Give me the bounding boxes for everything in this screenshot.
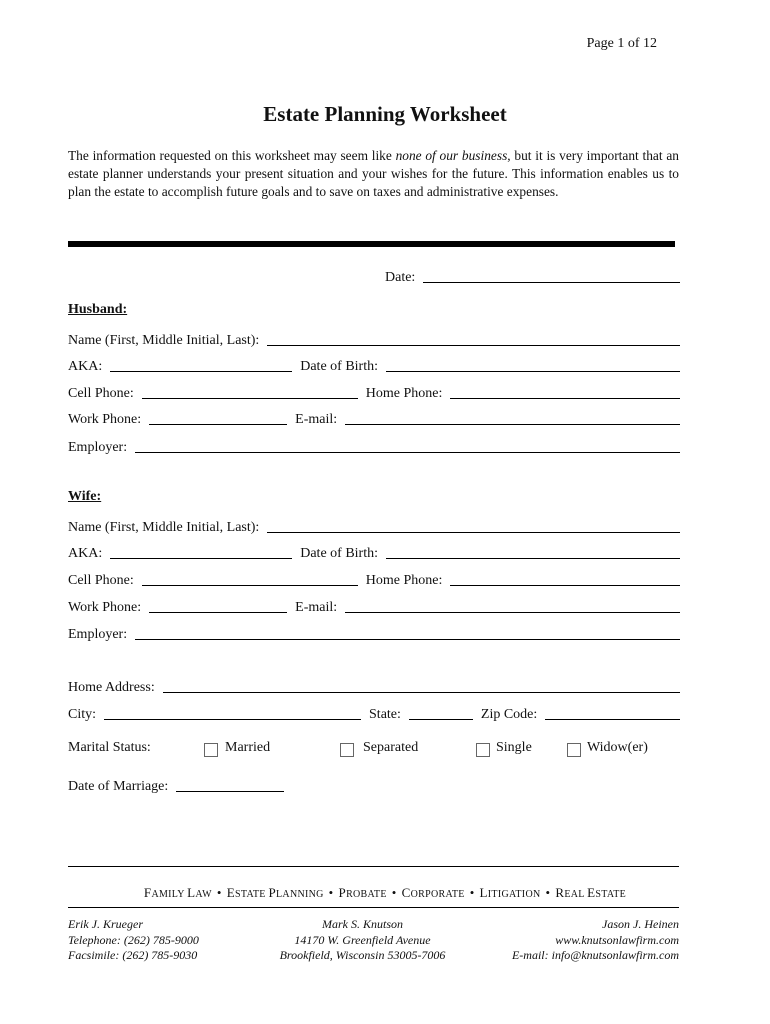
state-field[interactable] xyxy=(409,719,473,720)
practice-area-item: REAL ESTATE xyxy=(555,885,627,900)
husband-dob-field[interactable] xyxy=(386,371,680,372)
contact-left xyxy=(68,917,199,964)
separator-bullet: • xyxy=(469,885,475,900)
city-field[interactable] xyxy=(104,719,361,720)
street-address: 14170 W. Greenfield Avenue xyxy=(294,932,431,947)
husband-cell-field[interactable] xyxy=(142,398,358,399)
page-number: Page 1 of 12 xyxy=(586,36,657,51)
city-label: City: xyxy=(68,707,97,722)
city-state-zip: Brookfield, Wisconsin 53005-7006 xyxy=(279,948,446,962)
state-label: State: xyxy=(369,707,401,722)
practice-areas xyxy=(0,885,770,901)
husband-work-phone-label: Work Phone: xyxy=(68,412,142,427)
wife-employer-row xyxy=(68,623,680,643)
practice-area-item: CORPORATE xyxy=(401,885,465,900)
husband-dob-label: Date of Birth: xyxy=(300,359,378,374)
contact-middle xyxy=(260,917,465,964)
married-checkbox[interactable] xyxy=(204,743,218,757)
attorney-name: Jason J. Heinen xyxy=(602,917,679,931)
marriage-date-field[interactable] xyxy=(176,791,284,792)
married-option-label: Married xyxy=(225,740,271,755)
wife-name-label: Name (First, Middle Initial, Last): xyxy=(68,520,260,535)
wife-heading: Wife: xyxy=(68,489,102,504)
wife-aka-field[interactable] xyxy=(110,558,292,559)
page-title: Estate Planning Worksheet xyxy=(263,102,507,126)
wife-employer-field[interactable] xyxy=(135,639,680,640)
husband-employer-field[interactable] xyxy=(135,452,680,453)
husband-phone-row xyxy=(68,382,680,402)
practice-area-item: FAMILY LAW xyxy=(143,885,212,900)
wife-employer-label: Employer: xyxy=(68,627,128,642)
husband-email-field[interactable] xyxy=(345,424,680,425)
section-divider xyxy=(68,241,675,247)
husband-heading: Husband: xyxy=(68,302,128,317)
marriage-date-row xyxy=(68,775,298,795)
husband-email-label: E-mail: xyxy=(295,412,338,427)
wife-cell-label: Cell Phone: xyxy=(68,573,134,588)
separated-checkbox[interactable] xyxy=(340,743,354,757)
separator-bullet: • xyxy=(545,885,551,900)
separated-option-label: Separated xyxy=(363,740,419,755)
wife-dob-label: Date of Birth: xyxy=(300,546,378,561)
husband-cell-label: Cell Phone: xyxy=(68,386,134,401)
date-row xyxy=(68,266,680,286)
husband-name-row xyxy=(68,329,680,349)
wife-dob-field[interactable] xyxy=(386,558,680,559)
intro-paragraph xyxy=(68,147,679,201)
wife-aka-row xyxy=(68,542,680,562)
widower-checkbox[interactable] xyxy=(567,743,581,757)
facsimile: Facsimile: (262) 785-9030 xyxy=(68,948,198,962)
home-address-field[interactable] xyxy=(163,692,680,693)
wife-home-phone-field[interactable] xyxy=(450,585,680,586)
attorney-name: Erik J. Krueger xyxy=(68,917,143,931)
zip-field[interactable] xyxy=(545,719,680,720)
separator-bullet: • xyxy=(391,885,397,900)
practice-area-item: ESTATE PLANNING xyxy=(226,885,324,900)
website-link[interactable]: www.knutsonlawfirm.com xyxy=(555,932,679,947)
separator-bullet: • xyxy=(216,885,222,900)
date-label: Date: xyxy=(385,270,416,285)
wife-name-row xyxy=(68,516,680,536)
husband-employer-label: Employer: xyxy=(68,440,128,455)
intro-emphasis: none of our business xyxy=(395,148,508,163)
husband-aka-field[interactable] xyxy=(110,371,292,372)
wife-aka-label: AKA: xyxy=(68,546,103,561)
practice-area-item: PROBATE xyxy=(338,885,387,900)
footer-rule-top xyxy=(68,866,679,867)
husband-aka-row xyxy=(68,355,680,375)
husband-name-label: Name (First, Middle Initial, Last): xyxy=(68,333,260,348)
wife-email-field[interactable] xyxy=(345,612,680,613)
zip-label: Zip Code: xyxy=(480,707,538,722)
email-link[interactable]: E-mail: info@knutsonlawfirm.com xyxy=(511,948,679,962)
wife-work-phone-field[interactable] xyxy=(149,612,287,613)
single-checkbox[interactable] xyxy=(476,743,490,757)
city-row xyxy=(68,703,680,723)
husband-work-phone-field[interactable] xyxy=(149,424,287,425)
wife-cell-field[interactable] xyxy=(142,585,358,586)
wife-phone-row xyxy=(68,569,680,589)
attorney-name: Mark S. Knutson xyxy=(322,917,403,931)
wife-work-row xyxy=(68,596,680,616)
intro-text-1: The information requested on this worksheet may seem like xyxy=(68,148,396,163)
telephone: Telephone: (262) 785-9000 xyxy=(68,932,199,947)
husband-name-field[interactable] xyxy=(267,345,680,346)
date-field[interactable] xyxy=(423,282,680,283)
separator-bullet: • xyxy=(328,885,334,900)
widower-option-label: Widow(er) xyxy=(587,740,648,755)
home-address-label: Home Address: xyxy=(68,680,155,695)
marital-status-row xyxy=(68,740,680,760)
marital-status-label: Marital Status: xyxy=(68,740,151,755)
contact-right xyxy=(512,917,679,964)
marriage-date-label: Date of Marriage: xyxy=(68,779,169,794)
practice-area-item: LITIGATION xyxy=(479,885,541,900)
husband-aka-label: AKA: xyxy=(68,359,103,374)
single-option-label: Single xyxy=(496,740,532,755)
husband-home-phone-label: Home Phone: xyxy=(365,386,443,401)
home-address-row xyxy=(68,676,680,696)
wife-work-phone-label: Work Phone: xyxy=(68,600,142,615)
intro-text-2: , but it is very important that an estate planner understands your present situation and your wishes for the future. This information enables us to plan the estate to accomplish future goals and to save on taxes and administrative expenses. xyxy=(68,148,679,199)
wife-home-phone-label: Home Phone: xyxy=(365,573,443,588)
husband-work-row xyxy=(68,408,680,428)
husband-employer-row xyxy=(68,436,680,456)
husband-home-phone-field[interactable] xyxy=(450,398,680,399)
footer-rule-bottom xyxy=(68,907,679,908)
wife-name-field[interactable] xyxy=(267,532,680,533)
wife-email-label: E-mail: xyxy=(295,600,338,615)
